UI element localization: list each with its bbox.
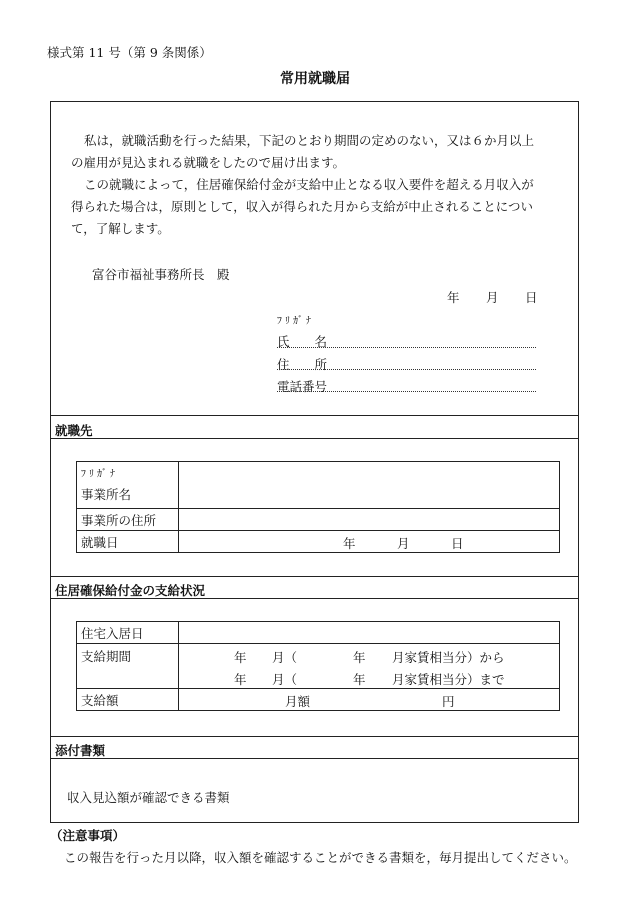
period-to-rent-month: 月家賃相当分）まで (392, 672, 505, 687)
applicant-name-label: 氏 名 (277, 334, 328, 349)
start-day-label: 日 (451, 536, 464, 551)
declaration-p2-line3: て，了解します。 (71, 221, 170, 236)
applicant-name-field[interactable] (277, 347, 536, 348)
document-title: 常用就職届 (280, 71, 350, 87)
date-month: 月 (486, 290, 499, 305)
period-to-month: 月（ (272, 672, 298, 687)
benefit-section-title: 住居確保給付金の支給状況 (55, 583, 206, 598)
table-row (77, 509, 560, 531)
notes-title: （注意事項） (50, 828, 126, 843)
office-name-label: 事業所名 (81, 487, 132, 502)
table-row (77, 644, 560, 689)
payment-period-field[interactable] (179, 644, 560, 689)
move-in-date-label: 住宅入居日 (77, 622, 179, 644)
start-date-field[interactable] (179, 531, 560, 553)
employment-section-title: 就職先 (55, 423, 93, 438)
divider-benefit-top (50, 576, 579, 577)
applicant-furigana-label: ﾌﾘｶﾞﾅ (277, 316, 314, 327)
office-name-label-cell (77, 462, 179, 509)
period-to-rent-year: 年 (353, 672, 366, 687)
start-month-label: 月 (397, 536, 410, 551)
divider-attachments-title (50, 758, 579, 759)
payment-period-label: 支給期間 (77, 644, 179, 689)
period-from-rent-month: 月家賃相当分）から (392, 650, 505, 665)
office-furigana-label: ﾌﾘｶﾞﾅ (81, 469, 118, 480)
payment-amount-field[interactable] (179, 689, 560, 711)
divider-employment-top (50, 415, 579, 416)
attachment-item: 収入見込額が確認できる書類 (67, 790, 230, 805)
applicant-address-label: 住 所 (277, 357, 328, 372)
office-name-field[interactable] (179, 462, 560, 509)
start-date-label: 就職日 (77, 531, 179, 553)
table-row (77, 689, 560, 711)
date-year: 年 (447, 290, 460, 305)
declaration-p2-line2: 得られた場合は，原則として，収入が得られた月から支給が中止されることについ (71, 199, 534, 214)
monthly-label: 月額 (285, 694, 311, 709)
declaration-paragraph-1 (71, 130, 561, 174)
form-number: 様式第 11 号（第 9 条関係） (47, 45, 212, 60)
divider-employment-title (50, 438, 579, 439)
addressee: 富谷市福祉事務所長 殿 (92, 267, 230, 282)
date-day: 日 (525, 290, 538, 305)
office-address-label: 事業所の住所 (77, 509, 179, 531)
declaration-paragraph-2 (71, 174, 561, 240)
attachments-section-title: 添付書類 (55, 743, 106, 758)
benefit-table (76, 621, 560, 711)
move-in-date-field[interactable] (179, 622, 560, 644)
start-year-label: 年 (343, 536, 356, 551)
period-from-year: 年 (234, 650, 247, 665)
office-address-field[interactable] (179, 509, 560, 531)
divider-attachments-top (50, 736, 579, 737)
yen-label: 円 (442, 694, 455, 709)
table-row (77, 531, 560, 553)
applicant-phone-label: 電話番号 (277, 379, 328, 394)
period-to-year: 年 (234, 672, 247, 687)
table-row (77, 622, 560, 644)
declaration-p1-line2: の雇用が見込まれる就職をしたので届け出ます。 (71, 155, 346, 170)
declaration-p1-line1: 私は，就職活動を行った結果，下記のとおり期間の定めのない，又は６か月以上 (84, 133, 535, 148)
period-from-rent-year: 年 (353, 650, 366, 665)
period-from-month: 月（ (272, 650, 298, 665)
payment-amount-label: 支給額 (77, 689, 179, 711)
declaration-p2-line1: この就職によって，住居確保給付金が支給中止となる収入要件を超える月収入が (84, 177, 534, 192)
table-row (77, 462, 560, 509)
applicant-phone-field[interactable] (277, 391, 536, 392)
employment-table (76, 461, 560, 553)
applicant-address-field[interactable] (277, 369, 536, 370)
notes-text: この報告を行った月以降，収入額を確認することができる書類を，毎月提出してください。 (64, 850, 577, 865)
